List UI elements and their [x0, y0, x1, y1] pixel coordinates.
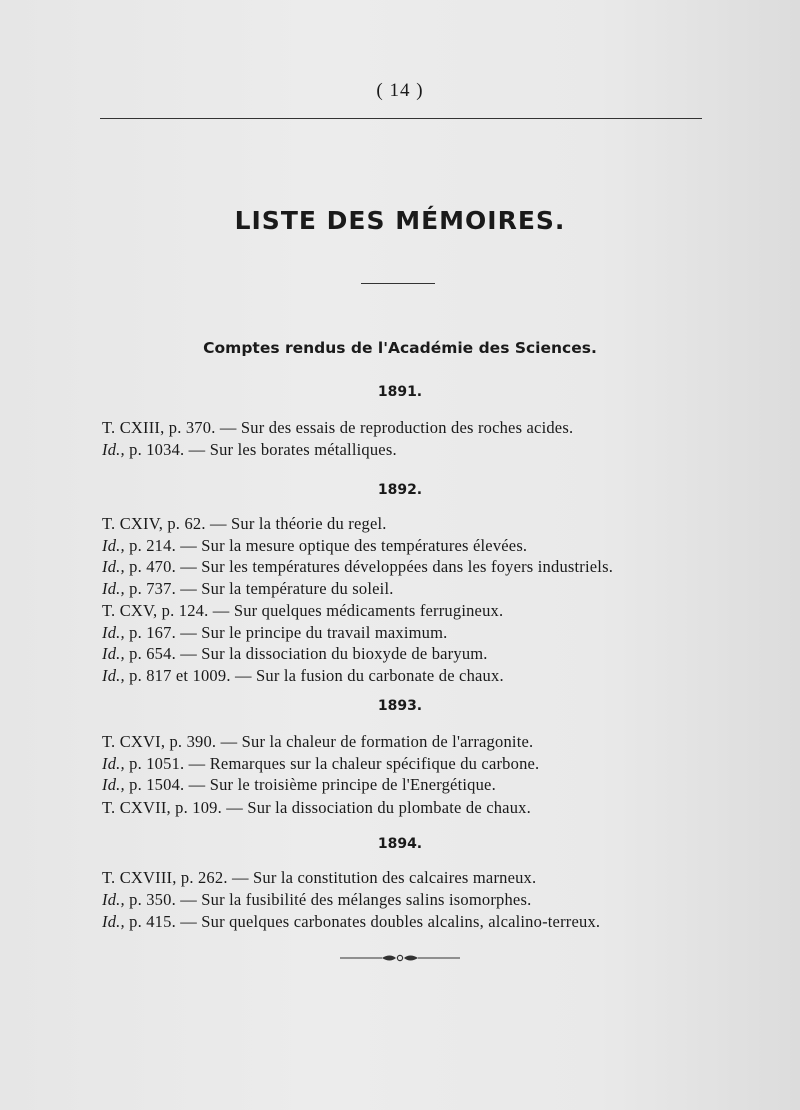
entry-dash: — [230, 666, 257, 685]
entry-dash: — [175, 644, 202, 663]
memoir-entry [102, 601, 503, 621]
entry-dash: — [184, 440, 210, 459]
entry-title: Sur la mesure optique des températures élevées. [201, 536, 528, 555]
title-divider [361, 283, 435, 284]
entry-reference: p. 817 et 1009. [124, 666, 231, 685]
year-heading: 1894. [377, 836, 423, 852]
entry-ref-italic: Id., [102, 557, 125, 576]
entry-reference: p. 350. [124, 890, 176, 909]
entry-title: Sur la fusibilité des mélanges salins isomorphes. [201, 890, 532, 909]
memoir-entry [102, 798, 531, 818]
entry-reference: p. 214. [124, 536, 176, 555]
memoir-entry [102, 732, 533, 752]
entry-title: Sur les températures développées dans les foyers industriels. [201, 557, 614, 576]
page-title: LISTE DES MÉMOIRES. [234, 206, 566, 235]
entry-title: Sur quelques carbonates doubles alcalins, alcalino-terreux. [201, 912, 601, 931]
entry-reference: p. 1504. [124, 775, 185, 794]
memoir-entry [102, 623, 447, 643]
entry-reference: T. CXVII, p. 109. [102, 798, 222, 817]
entry-reference: p. 1051. [124, 754, 185, 773]
page-number: ( 14 ) [376, 80, 424, 101]
header-rule [100, 118, 702, 119]
entry-dash: — [216, 732, 242, 751]
entry-ref-italic: Id., [102, 579, 125, 598]
entry-title: Sur des essais de reproduction des roches acides. [240, 418, 574, 437]
memoir-entry [102, 579, 394, 599]
entry-dash: — [184, 775, 210, 794]
memoir-entry [102, 536, 527, 556]
entry-title: Sur le troisième principe de l'Energétique. [209, 775, 496, 794]
entry-ref-italic: Id., [102, 754, 125, 773]
entry-title: Sur la dissociation du plombate de chaux. [247, 798, 531, 817]
year-heading: 1891. [377, 384, 423, 400]
memoir-entry [102, 890, 531, 910]
memoir-entry [102, 440, 397, 460]
memoir-entry [102, 666, 504, 686]
entry-ref-italic: Id., [102, 536, 125, 555]
entry-title: Sur la théorie du regel. [231, 514, 387, 533]
entry-reference: T. CXVIII, p. 262. [102, 868, 228, 887]
entry-dash: — [175, 557, 202, 576]
entry-reference: T. CXVI, p. 390. [102, 732, 217, 751]
entry-reference: p. 415. [124, 912, 176, 931]
memoir-entry [102, 912, 600, 932]
entry-dash: — [175, 536, 202, 555]
entry-dash: — [208, 601, 234, 620]
entry-ref-italic: Id., [102, 644, 125, 663]
memoir-entry [102, 754, 539, 774]
memoir-entry [102, 514, 387, 534]
entry-ref-italic: Id., [102, 666, 125, 685]
entry-ref-italic: Id., [102, 912, 125, 931]
entry-reference: p. 167. [124, 623, 176, 642]
entry-ref-italic: Id., [102, 623, 125, 642]
year-heading: 1893. [377, 698, 423, 714]
entry-title: Sur la constitution des calcaires marneux. [253, 868, 537, 887]
entry-reference: T. CXV, p. 124. [102, 601, 209, 620]
entry-dash: — [175, 579, 202, 598]
memoir-entry [102, 557, 613, 577]
entry-dash: — [227, 868, 254, 887]
entry-dash: — [175, 890, 202, 909]
entry-reference: p. 1034. [124, 440, 185, 459]
memoir-entry [102, 868, 536, 888]
entry-ref-italic: Id., [102, 440, 125, 459]
entry-title: Sur la température du soleil. [201, 579, 394, 598]
section-heading: Comptes rendus de l'Académie des Sciences. [203, 339, 597, 357]
memoir-entry [102, 775, 496, 795]
year-heading: 1892. [377, 482, 423, 498]
entry-dash: — [215, 418, 241, 437]
entry-title: Sur la dissociation du bioxyde de baryum. [201, 644, 488, 663]
entry-dash: — [184, 754, 210, 773]
entry-title: Sur la chaleur de formation de l'arragonite. [241, 732, 534, 751]
entry-title: Remarques sur la chaleur spécifique du carbone. [209, 754, 540, 773]
entry-reference: p. 737. [124, 579, 176, 598]
ornamental-divider-icon [340, 951, 460, 965]
entry-title: Sur les borates métalliques. [209, 440, 397, 459]
entry-dash: — [205, 514, 232, 533]
entry-dash: — [175, 912, 202, 931]
entry-reference: p. 654. [124, 644, 176, 663]
entry-title: Sur la fusion du carbonate de chaux. [256, 666, 504, 685]
memoir-entry [102, 418, 573, 438]
memoir-entry [102, 644, 488, 664]
entry-dash: — [221, 798, 248, 817]
entry-title: Sur quelques médicaments ferrugineux. [233, 601, 504, 620]
entry-reference: T. CXIV, p. 62. [102, 514, 206, 533]
entry-ref-italic: Id., [102, 890, 125, 909]
entry-ref-italic: Id., [102, 775, 125, 794]
entry-reference: T. CXIII, p. 370. [102, 418, 216, 437]
entry-reference: p. 470. [124, 557, 176, 576]
entry-title: Sur le principe du travail maximum. [201, 623, 448, 642]
entry-dash: — [175, 623, 202, 642]
